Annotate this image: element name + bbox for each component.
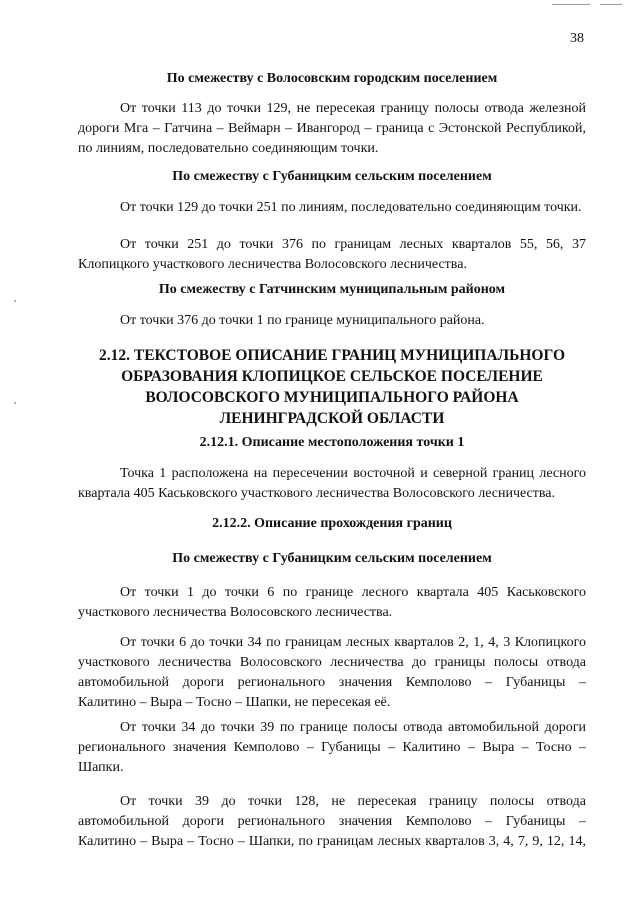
text-line: От точки 129 до точки 251 по линиям, последовательно соединяющим точки. [120, 200, 582, 215]
paragraph [78, 792, 586, 852]
paragraph [78, 633, 586, 713]
paragraph [78, 464, 586, 504]
text-line: автомобильной дороги регионального значения Кемполово – Губаницы – [78, 814, 586, 829]
title-line: ВОЛОСОВСКОГО МУНИЦИПАЛЬНОГО РАЙОНА [145, 389, 519, 406]
text-line: участкового лесничества Волосовского лесничества. [78, 605, 393, 620]
scan-marks [552, 4, 622, 5]
text-line: участкового лесничества Волосовского лесничества до границы полосы отвода [78, 655, 586, 670]
paragraph [78, 311, 586, 331]
text-line: Калитино – Выра – Тосно – Шапки, по границам лесных кварталов 3, 4, 7, 9, 12, 14, [78, 834, 586, 849]
subsection-heading: 2.12.2. Описание прохождения границ [212, 516, 452, 531]
text-line: Точка 1 расположена на пересечении восточной и северной границ лесного [120, 466, 586, 481]
text-line: регионального значения Кемполово – Губаницы – Калитино – Выра – Тосно – [78, 740, 586, 755]
section-heading: По смежеству с Губаницким сельским поселением [172, 169, 492, 184]
paragraph [78, 718, 586, 778]
text-line: От точки 251 до точки 376 по границам лесных кварталов 55, 56, 37 [120, 237, 586, 252]
page-number: 38 [570, 31, 584, 46]
text-line: От точки 6 до точки 34 по границам лесных кварталов 2, 1, 4, 3 Клопицкого [120, 635, 586, 650]
scan-mark [600, 4, 622, 5]
text-line: квартала 405 Каськовского участкового лесничества Волосовского лесничества. [78, 486, 556, 501]
section-heading: По смежеству с Гатчинским муниципальным районом [158, 282, 506, 297]
text-line: Калитино – Выра – Тосно – Шапки, не пересекая её. [78, 695, 391, 710]
text-line: От точки 376 до точки 1 по границе муниципального района. [120, 313, 485, 328]
title-line: ОБРАЗОВАНИЯ КЛОПИЦКОЕ СЕЛЬСКОЕ ПОСЕЛЕНИЕ [121, 368, 543, 385]
paragraph [78, 235, 586, 275]
text-line: дороги Мга – Гатчина – Веймарн – Ивангород – граница с Эстонской Республикой, [78, 121, 586, 136]
paragraph [78, 583, 586, 623]
text-line: От точки 39 до точки 128, не пересекая границу полосы отвода [120, 794, 586, 809]
text-line: От точки 1 до точки 6 по границе лесного квартала 405 Каськовского [120, 585, 586, 600]
text-line: От точки 113 до точки 129, не пересекая границу полосы отвода железной [120, 101, 586, 116]
paragraph [78, 198, 586, 218]
scan-mark [552, 4, 590, 5]
subsection-heading: 2.12.1. Описание местоположения точки 1 [199, 435, 465, 450]
margin-mark [14, 402, 16, 404]
text-line: Клопицкого участкового лесничества Волосовского лесничества. [78, 257, 467, 272]
text-line: От точки 34 до точки 39 по границе полосы отвода автомобильной дороги [120, 720, 586, 735]
title-line: ЛЕНИНГРАДСКОЙ ОБЛАСТИ [219, 410, 445, 427]
text-line: Шапки. [78, 760, 124, 775]
margin-mark [14, 300, 16, 302]
title-line: 2.12. ТЕКСТОВОЕ ОПИСАНИЕ ГРАНИЦ МУНИЦИПАЛЬНОГО [98, 347, 565, 364]
text-line: по линиям, последовательно соединяющим точки. [78, 141, 379, 156]
section-heading: По смежеству с Волосовским городским поселением [166, 71, 498, 86]
paragraph [78, 99, 586, 159]
section-heading: По смежеству с Губаницким сельским поселением [172, 551, 492, 566]
text-line: автомобильной дороги регионального значения Кемполово – Губаницы – [78, 675, 586, 690]
chapter-title [78, 345, 586, 429]
